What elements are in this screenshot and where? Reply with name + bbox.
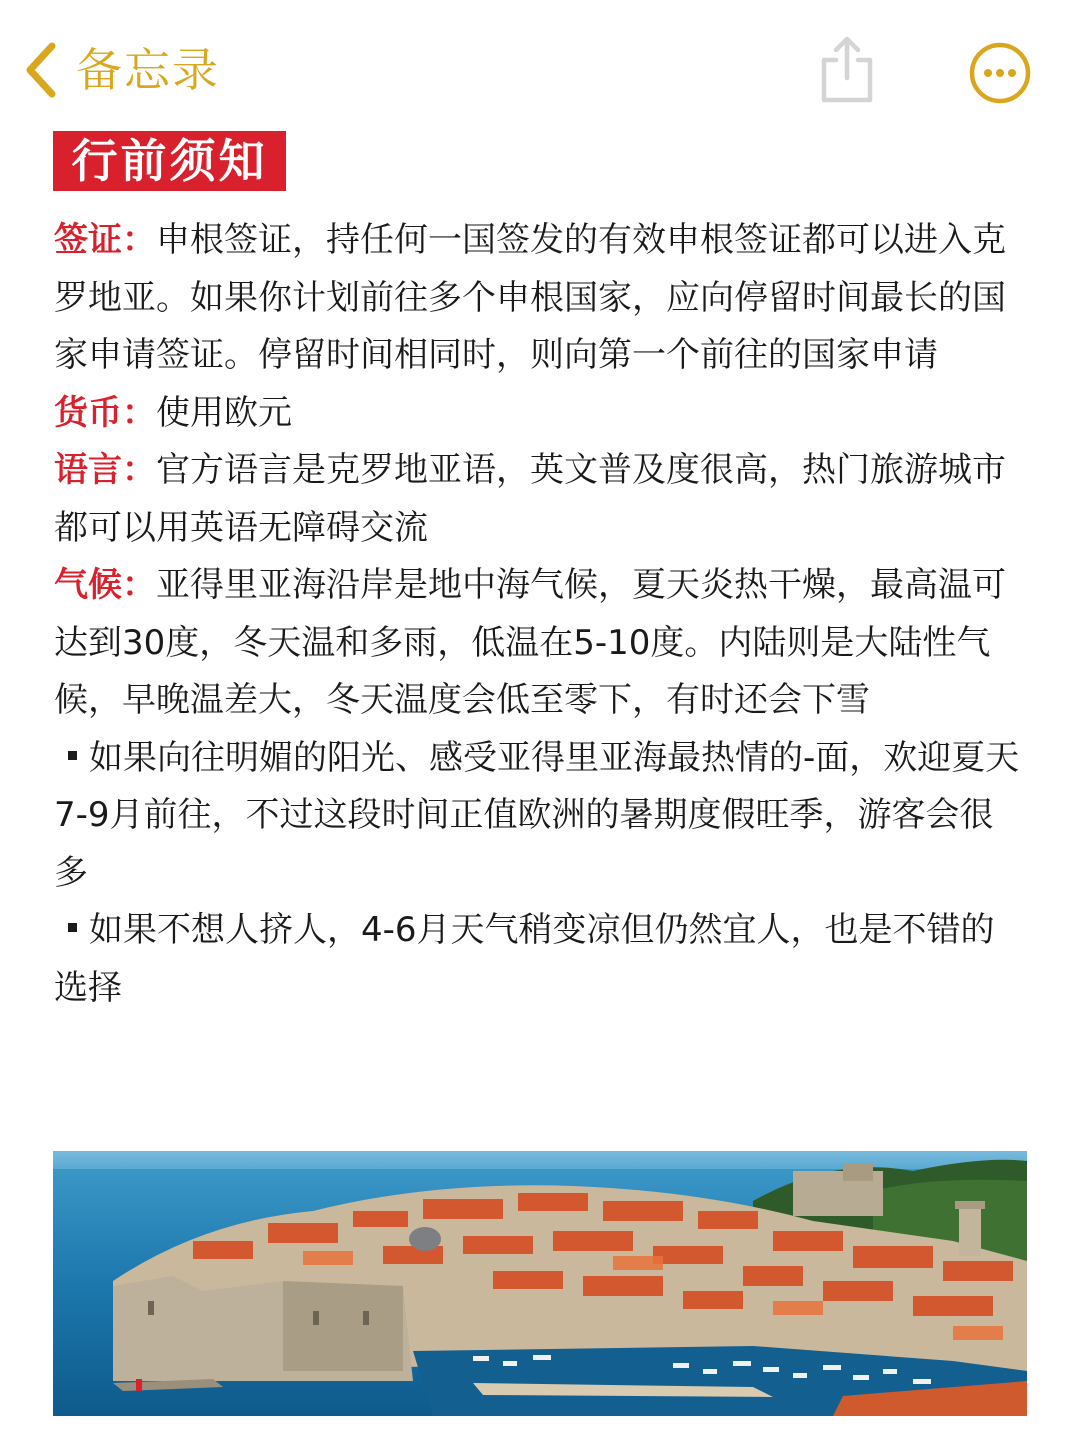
visa-section	[54, 212, 1022, 385]
language-section	[54, 442, 1022, 557]
note-title-box	[53, 131, 286, 191]
currency-section	[54, 385, 1022, 443]
bullet-icon	[68, 751, 77, 760]
currency-text: 使用欧元	[156, 392, 292, 433]
navigation-bar	[0, 0, 1080, 120]
note-body[interactable]	[54, 212, 1022, 1017]
language-label: 语言：	[54, 450, 156, 490]
back-button[interactable]	[22, 38, 220, 102]
note-title: 行前须知	[71, 134, 268, 188]
currency-label: 货币：	[54, 392, 156, 433]
language-text: 官方语言是克罗地亚语，英文普及度很高，热门旅游城市都可以用英语无障碍交流	[54, 450, 1006, 548]
more-icon	[968, 41, 1032, 105]
share-icon	[816, 34, 878, 106]
back-label: 备忘录	[76, 43, 220, 97]
more-button[interactable]	[968, 41, 1032, 105]
dubrovnik-old-town-photo[interactable]	[53, 1151, 1027, 1416]
visa-text: 申根签证，持任何一国签发的有效申根签证都可以进入克罗地亚。如果你计划前往多个申根国家，应向停留时间最长的国家申请签证。停留时间相同时，则向第一个前往的国家申请	[54, 220, 1006, 375]
climate-text: 亚得里亚海沿岸是地中海气候，夏天炎热干燥，最高温可达到30度，冬天温和多雨，低温在5-10度。内陆则是大陆性气候，早晚温差大，冬天温度会低至零下，有时还会下雪	[54, 565, 1006, 720]
chevron-left-icon	[22, 38, 58, 102]
bullet-item	[54, 730, 1022, 903]
bullet-text: 如果向往明媚的阳光、感受亚得里亚海最热情的-面，欢迎夏天7-9月前往，不过这段时间正值欧洲的暑期度假旺季，游客会很多	[54, 737, 1020, 893]
bullet-icon	[68, 923, 77, 932]
share-button[interactable]	[816, 34, 878, 106]
bullet-item	[54, 902, 1022, 1017]
bullet-text: 如果不想人挤人，4-6月天气稍变凉但仍然宜人，也是不错的选择	[54, 910, 995, 1008]
visa-label: 签证：	[54, 220, 156, 260]
climate-label: 气候：	[54, 565, 156, 605]
climate-section	[54, 557, 1022, 730]
